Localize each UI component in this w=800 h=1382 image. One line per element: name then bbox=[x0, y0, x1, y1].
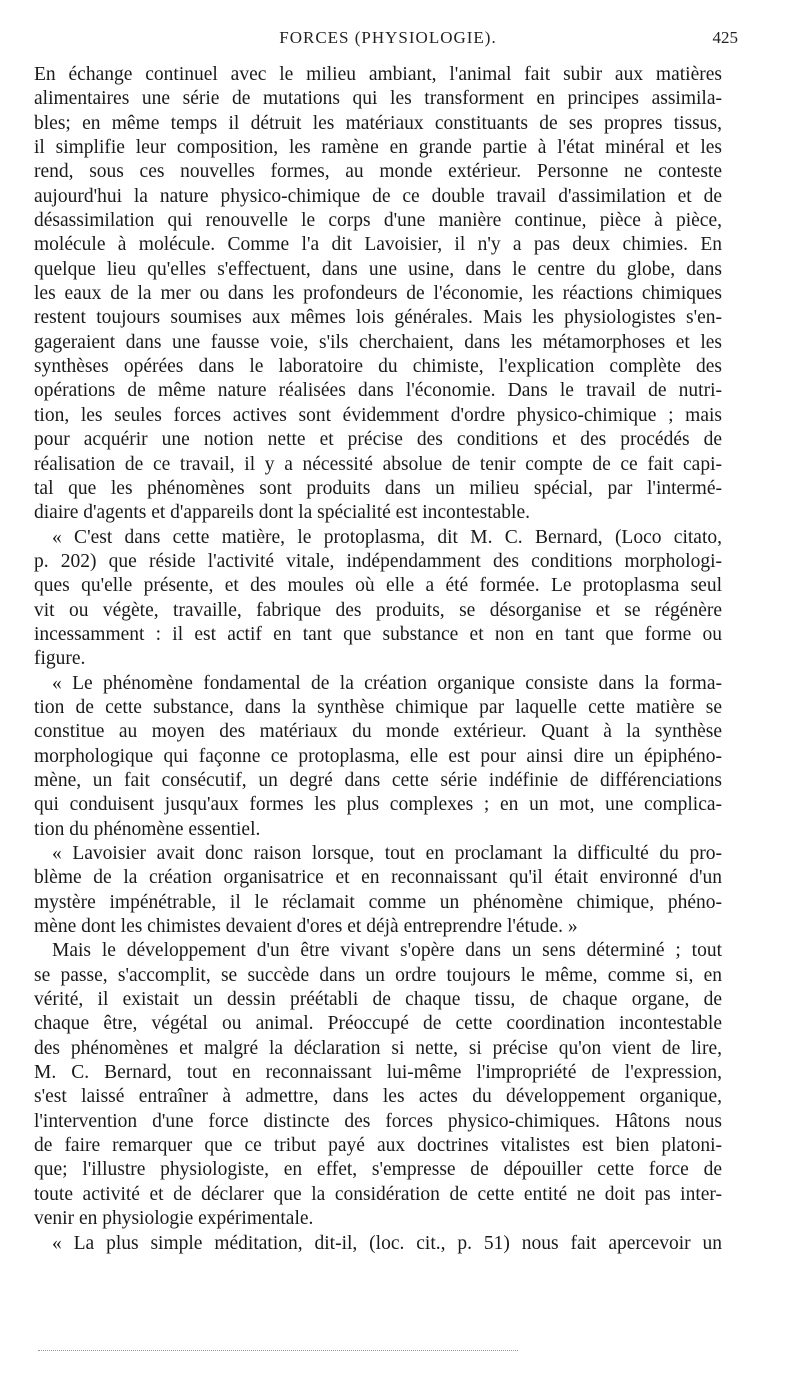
text-line: s'est laissé entraîner à admettre, dans les actes du développement organique, bbox=[34, 1086, 722, 1108]
text-line: restent toujours soumises aux mêmes lois générales. Mais les physiologistes s'en- bbox=[34, 307, 722, 329]
text-line: mystère impénétrable, il le réclamait comme un phénomène chimique, phéno- bbox=[34, 891, 722, 913]
text-line: alimentaires une série de mutations qui les transforment en principes assimila- bbox=[34, 88, 722, 110]
text-line: de faire remarquer que ce tribut payé aux doctrines vitalistes est bien platoni- bbox=[34, 1135, 722, 1157]
text-line: toute activité et de déclarer que la considération de cette entité ne doit pas inter- bbox=[34, 1183, 722, 1205]
text-line: chaque être, végétal ou animal. Préoccupé de cette coordination incontestable bbox=[34, 1013, 722, 1035]
text-line: les eaux de la mer ou dans les profondeurs de l'économie, les réactions chimiques bbox=[34, 283, 722, 305]
text-line: que; l'illustre physiologiste, en effet, s'empresse de dépouiller cette force de bbox=[34, 1159, 722, 1181]
text-line: « La plus simple méditation, dit-il, (loc. cit., p. 51) nous fait apercevoir un bbox=[52, 1232, 722, 1254]
text-line: réalisation de ce travail, il y a nécessité absolue de tenir compte de ce fait capi- bbox=[34, 453, 722, 475]
text-line: quelque lieu qu'elles s'effectuent, dans une usine, dans le centre du globe, dans bbox=[34, 258, 722, 280]
text-line: mène, un fait consécutif, un degré dans cette série indéfinie de différenciations bbox=[34, 769, 722, 791]
text-line: se passe, s'accomplit, se succède dans un ordre toujours le même, comme si, en bbox=[34, 964, 722, 986]
text-line: « Le phénomène fondamental de la création organique consiste dans la forma- bbox=[52, 672, 722, 694]
page-number: 425 bbox=[712, 28, 738, 47]
text-line: des phénomènes et malgré la déclaration si nette, si précise qu'on vient de lire, bbox=[34, 1037, 722, 1059]
text-line: pour acquérir une notion nette et précise des conditions et des procédés de bbox=[34, 429, 722, 451]
text-line: il simplifie leur composition, les ramène en grande partie à l'état minéral et les bbox=[34, 137, 722, 159]
text-line: blème de la création organisatrice et en reconnaissant qu'il était environné d'un bbox=[34, 867, 722, 889]
text-line: diaire d'agents et d'appareils dont la spécialité est incontestable. bbox=[34, 502, 530, 524]
text-line: tion de cette substance, dans la synthèse chimique par laquelle cette matière se bbox=[34, 696, 722, 718]
text-line: vérité, il existait un dessin préétabli de chaque tissu, de chaque organe, de bbox=[34, 989, 722, 1011]
text-line: désassimilation qui renouvelle le corps d'une manière continue, pièce à pièce, bbox=[34, 210, 722, 232]
text-line: tion, les seules forces actives sont évidemment d'ordre physico-chimique ; mais bbox=[34, 404, 722, 426]
text-line: venir en physiologie expérimentale. bbox=[34, 1208, 314, 1230]
running-head bbox=[38, 28, 738, 54]
footer-rule bbox=[38, 1350, 518, 1351]
text-line: figure. bbox=[34, 648, 86, 670]
text-line: tion du phénomène essentiel. bbox=[34, 818, 261, 840]
text-line: « C'est dans cette matière, le protoplasma, dit M. C. Bernard, (Loco citato, bbox=[52, 526, 722, 548]
text-line: tal que les phénomènes sont produits dans un milieu spécial, par l'intermé- bbox=[34, 477, 722, 499]
text-line: qui conduisent jusqu'aux formes les plus complexes ; en un mot, une complica- bbox=[34, 794, 722, 816]
text-line: vit ou végète, travaille, fabrique des produits, se désorganise et se régénère bbox=[34, 599, 722, 621]
text-line: En échange continuel avec le milieu ambiant, l'animal fait subir aux matières bbox=[34, 64, 722, 85]
text-line: morphologique qui façonne ce protoplasma, elle est pour ainsi dire un épiphéno- bbox=[34, 745, 722, 767]
text-line: l'intervention d'une force distincte des forces physico-chimiques. Hâtons nous bbox=[34, 1110, 722, 1132]
running-title: FORCES (PHYSIOLOGIE). bbox=[279, 28, 497, 47]
text-line: incessamment : il est actif en tant que substance et non en tant que forme ou bbox=[34, 623, 722, 645]
text-line: aujourd'hui la nature physico-chimique de ce double travail d'assimilation et de bbox=[34, 185, 722, 207]
text-line: synthèses opérées dans le laboratoire du chimiste, l'explication complète des bbox=[34, 356, 722, 378]
text-line: opérations de même nature réalisées dans l'économie. Dans le travail de nutri- bbox=[34, 380, 722, 402]
text-line: molécule à molécule. Comme l'a dit Lavoisier, il n'y a pas deux chimies. En bbox=[34, 234, 722, 256]
text-line: Mais le développement d'un être vivant s'opère dans un sens déterminé ; tout bbox=[52, 940, 722, 962]
text-line: ques qu'elle présente, et des moules où elle a été formée. Le protoplasma seul bbox=[34, 575, 722, 597]
text-line: bles; en même temps il détruit les matériaux constituants de ses propres tissus, bbox=[34, 112, 722, 134]
text-line: « Lavoisier avait donc raison lorsque, tout en proclamant la difficulté du pro- bbox=[52, 843, 722, 864]
body-text bbox=[34, 63, 722, 1256]
text-line: rend, sous ces nouvelles formes, au monde extérieur. Personne ne conteste bbox=[34, 161, 722, 183]
text-line: gageraient dans une fausse voie, s'ils cherchaient, dans les métamorphoses et les bbox=[34, 331, 722, 353]
text-line: M. C. Bernard, tout en reconnaissant lui-même l'impropriété de l'expression, bbox=[34, 1062, 722, 1084]
text-line: mène dont les chimistes devaient d'ores et déjà entreprendre l'étude. » bbox=[34, 916, 578, 938]
text-line: p. 202) que réside l'activité vitale, indépendamment des conditions morphologi- bbox=[34, 550, 722, 572]
text-line: constitue au moyen des matériaux du monde extérieur. Quant à la synthèse bbox=[34, 721, 722, 743]
